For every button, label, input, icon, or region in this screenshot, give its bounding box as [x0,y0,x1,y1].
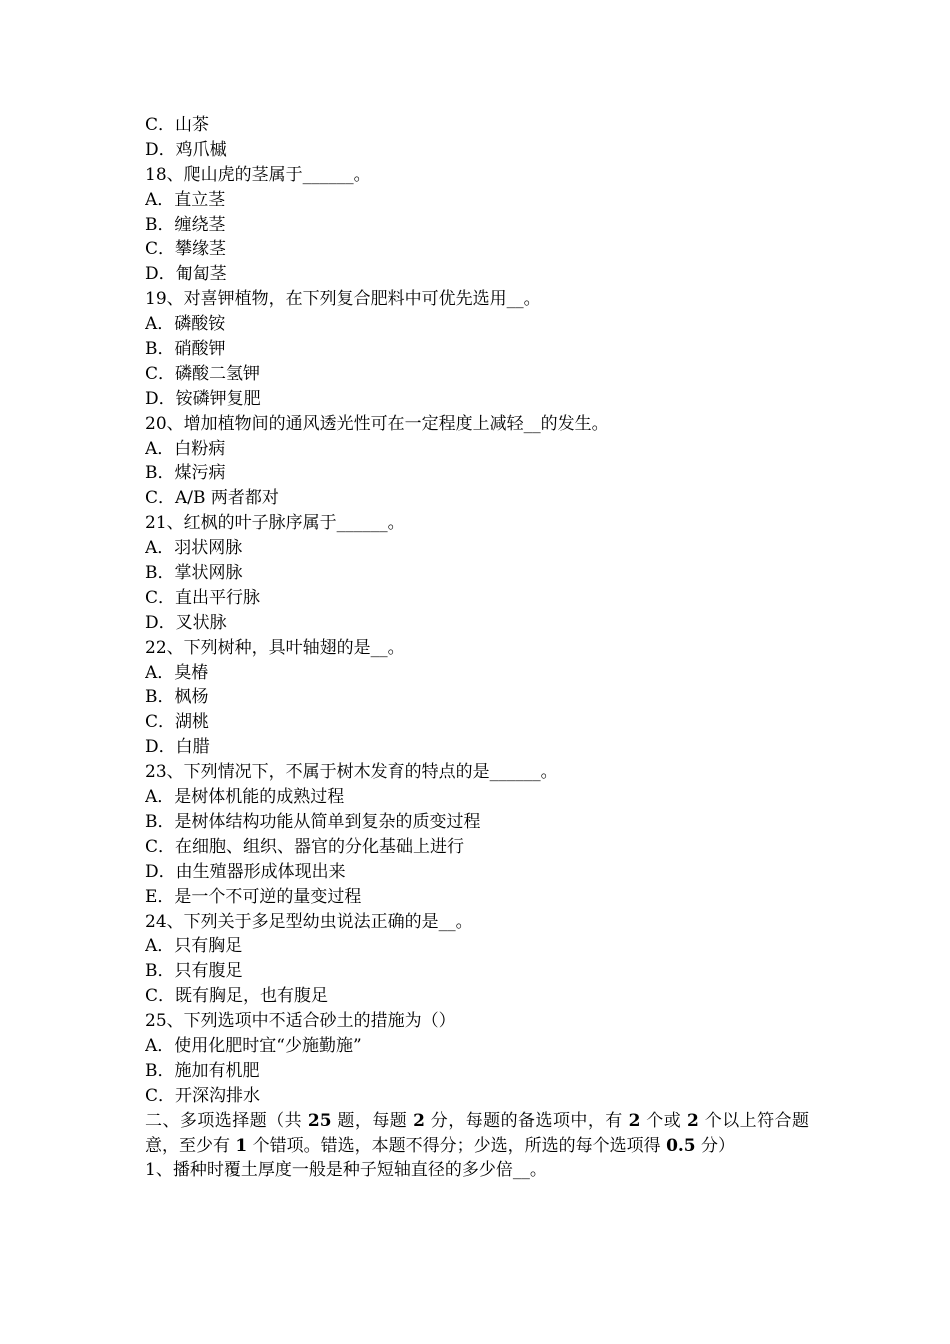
option-line: B．煤污病 [145,463,226,484]
option-line: E．是一个不可逆的量变过程 [145,886,362,907]
option-line: C．既有胸足，也有腹足 [145,986,329,1007]
option-line: C．山茶 [145,115,210,135]
question-line: 19、对喜钾植物，在下列复合肥料中可优先选用__。 [145,289,541,310]
question-line: 23、下列情况下，不属于树木发育的特点的是______。 [145,762,558,783]
section-text: 分） [695,1135,736,1156]
question-line: 25、下列选项中不适合砂土的措施为（） [145,1011,456,1032]
option-line: C．磷酸二氢钾 [145,363,261,384]
section-heading-multiple-choice [145,1109,809,1159]
option-line: A．臭椿 [145,662,209,683]
option-line: C．在细胞、组织、器官的分化基础上进行 [145,836,465,857]
option-line: B．是树体结构功能从简单到复杂的质变过程 [145,811,481,832]
section-text: 个错项。错选，本题不得分；少选，所选的每个选项得 [247,1135,667,1156]
option-line: A．羽状网脉 [145,538,243,559]
points-per-question: 2 [413,1110,425,1131]
section-text: 个或 [640,1110,688,1131]
option-line: A．白粉病 [145,438,226,459]
section-text: 题，每题 [331,1110,414,1131]
question-line: 24、下列关于多足型幼虫说法正确的是__。 [145,911,473,932]
min-wrong-count: 1 [235,1135,248,1156]
min-correct-count: 2 [628,1110,641,1131]
question-line: 22、下列树种，具叶轴翅的是__。 [145,637,405,658]
option-line: B．枫杨 [145,687,209,708]
option-line: C．攀缘茎 [145,239,227,260]
option-line: C．A/B 两者都对 [145,488,279,509]
partial-points: 0.5 [666,1135,696,1156]
question-line: 18、爬山虎的茎属于______。 [145,164,371,185]
option-line: B．只有腹足 [145,961,243,982]
question-line: 20、增加植物间的通风透光性可在一定程度上减轻__的发生。 [145,413,609,434]
option-line: A．是树体机能的成熟过程 [145,787,345,808]
option-line: D．铵磷钾复肥 [145,388,261,409]
option-line: B．硝酸钾 [145,339,226,360]
option-line: A．直立茎 [145,189,226,210]
question-count: 25 [307,1110,332,1131]
document-body [145,113,809,1183]
option-line: C．湖桃 [145,712,210,733]
option-line: A．使用化肥时宜“少施勤施” [145,1035,362,1056]
option-line: B．缠绕茎 [145,214,226,235]
option-line: D．由生殖器形成体现出来 [145,861,346,882]
question-line: 1、播种时覆土厚度一般是种子短轴直径的多少倍__。 [145,1160,547,1181]
option-line: C．开深沟排水 [145,1085,261,1106]
min-correct-count: 2 [687,1110,699,1131]
question-line: 21、红枫的叶子脉序属于______。 [145,513,405,534]
option-line: D．匍匐茎 [145,264,227,285]
section-text: 二、多项选择题（共 [145,1110,308,1131]
option-line: D．鸡爪槭 [145,139,227,160]
option-line: B．掌状网脉 [145,563,243,584]
option-line: D．叉状脉 [145,612,227,633]
option-line: B．施加有机肥 [145,1060,260,1081]
line-list [145,113,809,1109]
option-line: A．磷酸铵 [145,314,226,335]
option-line: C．直出平行脉 [145,587,261,608]
option-line: A．只有胸足 [145,936,243,957]
section-text: 分，每题的备选项中，有 [424,1110,629,1131]
option-line: D．白腊 [145,737,210,758]
section-text: 个以上符合题意，至少有 [145,1110,809,1156]
